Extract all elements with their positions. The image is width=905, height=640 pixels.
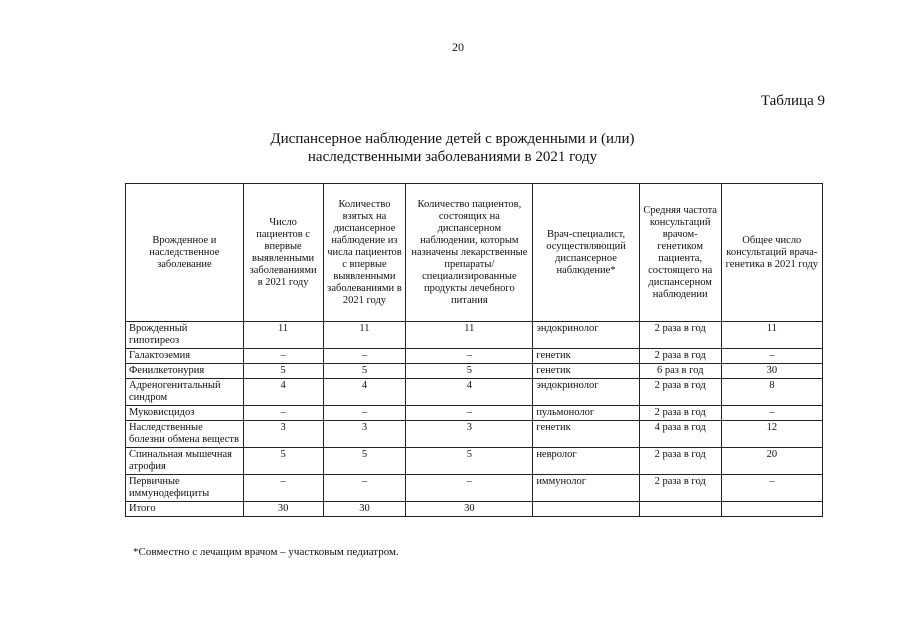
table-title: [0, 130, 905, 166]
cell-frequency: 6 раз в год: [639, 364, 721, 379]
cell-total: 8: [721, 379, 822, 406]
cell-total: –: [721, 475, 822, 502]
table-row: [126, 448, 823, 475]
cell-disease: Врожденный гипотиреоз: [126, 322, 244, 349]
header-specialist: Врач-специалист, осуществляющий диспансерное наблюдение*: [533, 184, 639, 322]
cell-treated: 11: [406, 322, 533, 349]
cell-doctor: генетик: [533, 364, 639, 379]
cell-doctor: генетик: [533, 421, 639, 448]
cell-taken: –: [323, 406, 406, 421]
cell-total: 30: [721, 364, 822, 379]
cell-total: [721, 502, 822, 517]
cell-treated: –: [406, 475, 533, 502]
cell-total: –: [721, 406, 822, 421]
cell-disease: Фенилкетонурия: [126, 364, 244, 379]
title-line-1: Диспансерное наблюдение детей с врожденными и (или): [270, 131, 635, 147]
cell-disease: Спинальная мышечная атрофия: [126, 448, 244, 475]
cell-taken: –: [323, 349, 406, 364]
header-taken-under-observation: Количество взятых на диспансерное наблюдение из числа пациентов с впервые выявленными заболеваниями в 2021 году: [323, 184, 406, 322]
cell-treated: 3: [406, 421, 533, 448]
cell-total: 12: [721, 421, 822, 448]
dispensary-table: [125, 183, 823, 517]
cell-new: 5: [243, 448, 323, 475]
page-number: 20: [452, 40, 464, 54]
header-row: [126, 184, 823, 322]
table-row: [126, 322, 823, 349]
total-row: [126, 502, 823, 517]
cell-new: 5: [243, 364, 323, 379]
cell-disease: Галактоземия: [126, 349, 244, 364]
header-total-consultations: Общее число консультаций врача-генетика в 2021 году: [721, 184, 822, 322]
cell-new: 11: [243, 322, 323, 349]
cell-frequency: [639, 502, 721, 517]
cell-frequency: 2 раза в год: [639, 349, 721, 364]
cell-new: 4: [243, 379, 323, 406]
cell-doctor: [533, 502, 639, 517]
cell-doctor: пульмонолог: [533, 406, 639, 421]
cell-frequency: 2 раза в год: [639, 406, 721, 421]
cell-taken: –: [323, 475, 406, 502]
cell-taken: 4: [323, 379, 406, 406]
cell-disease: Муковисцидоз: [126, 406, 244, 421]
cell-treated: 30: [406, 502, 533, 517]
table-row: [126, 406, 823, 421]
cell-disease: Итого: [126, 502, 244, 517]
cell-frequency: 2 раза в год: [639, 379, 721, 406]
header-treated-patients: Количество пациентов, состоящих на диспансерном наблюдении, которым назначены лекарственные препараты/ специализированные продукты лечебного питания: [406, 184, 533, 322]
table-row: [126, 364, 823, 379]
cell-disease: Наследственные болезни обмена веществ: [126, 421, 244, 448]
cell-frequency: 2 раза в год: [639, 322, 721, 349]
header-frequency: Средняя частота консультаций врачом-генетиком пациента, состоящего на диспансерном наблюдении: [639, 184, 721, 322]
cell-new: 3: [243, 421, 323, 448]
cell-treated: –: [406, 406, 533, 421]
table-row: [126, 379, 823, 406]
header-disease: Врожденное и наследственное заболевание: [126, 184, 244, 322]
cell-treated: –: [406, 349, 533, 364]
table-label: Таблица 9: [760, 93, 825, 109]
cell-frequency: 2 раза в год: [639, 475, 721, 502]
table-row: [126, 421, 823, 448]
cell-doctor: иммунолог: [533, 475, 639, 502]
cell-taken: 3: [323, 421, 406, 448]
cell-disease: Адреногенитальный синдром: [126, 379, 244, 406]
cell-doctor: невролог: [533, 448, 639, 475]
cell-taken: 30: [323, 502, 406, 517]
cell-taken: 11: [323, 322, 406, 349]
cell-doctor: эндокринолог: [533, 322, 639, 349]
cell-doctor: эндокринолог: [533, 379, 639, 406]
cell-new: –: [243, 349, 323, 364]
footnote: *Совместно с лечащим врачом – участковым педиатром.: [133, 546, 399, 558]
cell-total: 20: [721, 448, 822, 475]
table-row: [126, 475, 823, 502]
cell-treated: 5: [406, 364, 533, 379]
title-line-2: наследственными заболеваниями в 2021 году: [307, 149, 598, 165]
cell-total: –: [721, 349, 822, 364]
cell-disease: Первичные иммунодефициты: [126, 475, 244, 502]
cell-new: 30: [243, 502, 323, 517]
cell-total: 11: [721, 322, 822, 349]
cell-treated: 5: [406, 448, 533, 475]
cell-treated: 4: [406, 379, 533, 406]
cell-new: –: [243, 406, 323, 421]
cell-new: –: [243, 475, 323, 502]
cell-frequency: 4 раза в год: [639, 421, 721, 448]
cell-taken: 5: [323, 448, 406, 475]
cell-frequency: 2 раза в год: [639, 448, 721, 475]
table-row: [126, 349, 823, 364]
header-new-patients: Число пациентов с впервые выявленными заболеваниями в 2021 году: [243, 184, 323, 322]
cell-doctor: генетик: [533, 349, 639, 364]
cell-taken: 5: [323, 364, 406, 379]
